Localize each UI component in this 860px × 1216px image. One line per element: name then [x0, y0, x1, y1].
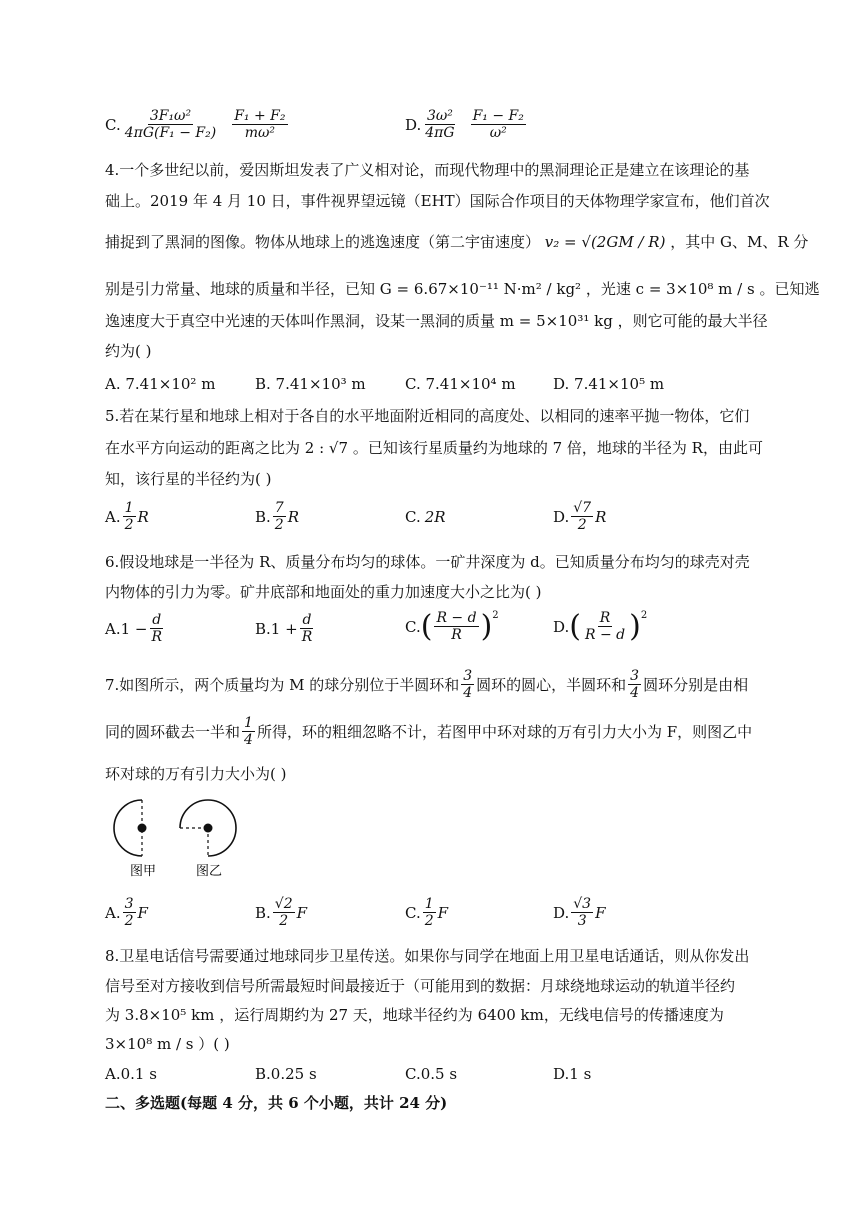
- denominator: R: [151, 629, 163, 645]
- q4-line-5: [105, 311, 768, 331]
- denominator: 2: [274, 517, 284, 533]
- moon-orbit-radius: 3.8×10⁵ km: [124, 1006, 215, 1024]
- option-label: C.: [405, 508, 421, 526]
- numerator: d: [302, 612, 312, 628]
- fraction: [242, 715, 255, 748]
- paren-close: ): [629, 608, 641, 644]
- text: ，光速: [585, 280, 631, 298]
- denominator: 2: [124, 517, 134, 533]
- numerator: 1: [244, 715, 253, 731]
- numerator: 3: [463, 668, 473, 684]
- q7-line-1: [105, 668, 748, 701]
- q6-line-2: 内物体的引力为零。矿井底部和地面处的重力加速度大小之比为( ): [105, 583, 542, 601]
- numerator: √3: [573, 896, 592, 912]
- option-label: D.: [405, 115, 422, 134]
- figure-label-yi: 图乙: [195, 864, 223, 879]
- numerator: 3ω²: [426, 108, 453, 124]
- denominator: 4: [630, 685, 640, 701]
- variable: F: [437, 903, 449, 922]
- numerator: 3: [124, 896, 134, 912]
- option-label: D.: [553, 617, 570, 636]
- q7-line-3: 环对球的万有引力大小为( ): [105, 765, 287, 783]
- figure-half-ring: [114, 800, 147, 856]
- option-label: D.: [553, 507, 570, 526]
- denominator: 2: [577, 517, 587, 533]
- q7-line-2: [105, 715, 752, 748]
- numerator: R: [599, 610, 611, 626]
- variable: R: [137, 507, 149, 526]
- variable: R: [595, 507, 607, 526]
- fraction: [300, 612, 315, 645]
- q4-line-4: [105, 279, 819, 299]
- exponent: 2: [640, 610, 648, 621]
- q5-option-b: [255, 500, 299, 533]
- fraction: [471, 108, 526, 141]
- text: 逸速度大于真空中光速的天体叫作黑洞，设某一黑洞的质量: [105, 312, 496, 330]
- q8-option-d: D.1 s: [553, 1065, 592, 1083]
- option-label: C.: [405, 903, 421, 922]
- denominator: 2: [279, 913, 289, 929]
- option-value: 2R: [424, 508, 446, 526]
- denominator: 4: [463, 685, 473, 701]
- fraction: [423, 108, 456, 141]
- text: ，则它可能的最大半径: [617, 312, 768, 330]
- numerator: 3F₁ω²: [149, 108, 192, 124]
- q6-line-1: 6.假设地球是一半径为 R、质量分布均匀的球体。一矿井深度为 d。已知质量分布均匀的球壳对壳: [105, 553, 750, 571]
- text: 1 +: [270, 619, 298, 638]
- q4-option-d: D. 7.41×10⁵ m: [553, 375, 665, 393]
- option-label: B.: [255, 507, 271, 526]
- fraction: [434, 610, 478, 643]
- speed-of-light: c = 3×10⁸ m / s: [635, 280, 755, 298]
- text: 捕捉到了黑洞的图像。物体从地球上的逃逸速度（第二宇宙速度）: [105, 233, 541, 251]
- text: 。已知逃: [759, 280, 820, 298]
- variable: F: [595, 903, 606, 922]
- variable: R: [287, 507, 300, 526]
- q5-line-1: 5.若在某行星和地球上相对于各自的水平地面附近相同的高度处、以相同的速率平抛一物体，它们: [105, 407, 750, 425]
- numerator: √7: [573, 500, 592, 516]
- q6-option-b: [255, 612, 316, 645]
- gravitational-constant: G = 6.67×10⁻¹¹ N·m² / kg²: [379, 280, 582, 298]
- q7-option-b: [255, 896, 307, 929]
- q8-line-3: [105, 1005, 724, 1025]
- numerator: 7: [274, 500, 284, 516]
- denominator: 4πG(F₁ − F₂): [124, 125, 217, 141]
- denominator: R: [301, 629, 313, 645]
- denominator: 2: [124, 913, 134, 929]
- q7-option-c: [405, 896, 448, 929]
- black-hole-mass: m = 5×10³¹ kg: [499, 312, 613, 330]
- figure-label-jia: 图甲: [129, 864, 157, 879]
- q3-option-c: [105, 108, 290, 141]
- q8-option-b: B.0.25 s: [255, 1065, 317, 1083]
- numerator: 3: [630, 668, 640, 684]
- variable: F: [137, 903, 148, 922]
- ball-m: [204, 824, 213, 833]
- q3-option-d: [405, 108, 528, 141]
- q4-option-c: C. 7.41×10⁴ m: [405, 375, 516, 393]
- q6-option-a: [105, 612, 166, 645]
- paren-open: (: [569, 608, 581, 644]
- option-label: B.: [255, 903, 271, 922]
- text: 所得，环的粗细忽略不计，若图甲中环对球的万有引力大小为 F，则图乙中: [256, 723, 753, 741]
- text: 圆环分别是由相: [643, 676, 749, 694]
- variable: F: [296, 903, 308, 922]
- fraction: [273, 500, 286, 533]
- text: 同的圆环截去一半和: [105, 723, 241, 741]
- fraction: [461, 668, 474, 701]
- option-label: A.: [105, 619, 121, 638]
- fraction: [273, 896, 295, 929]
- denominator: ω²: [489, 125, 507, 141]
- text: ）( ): [198, 1035, 230, 1053]
- q7-option-d: [553, 896, 606, 929]
- denominator: R − d: [584, 627, 626, 643]
- text: 7.如图所示，两个质量均为 M 的球分别位于半圆环和: [105, 676, 460, 694]
- paren-close: ): [480, 608, 493, 644]
- exponent: 2: [492, 610, 499, 621]
- denominator: 4: [244, 732, 253, 748]
- option-label: A.: [105, 507, 121, 526]
- numerator: √2: [274, 896, 293, 912]
- q8-line-1: 8.卫星电话信号需要通过地球同步卫星传送。如果你与同学在地面上用卫星电话通话，则从你发出: [105, 947, 750, 965]
- option-label: C.: [405, 617, 421, 636]
- text: 。已知该行星质量约为地球的 7 倍，地球的半径为 R，由此可: [352, 439, 763, 457]
- option-label: A.: [105, 903, 121, 922]
- q7-figure: [105, 795, 255, 885]
- numerator: R − d: [436, 610, 477, 626]
- fraction: [423, 896, 436, 929]
- numerator: 1: [124, 500, 134, 516]
- fraction: [123, 108, 219, 141]
- q4-line-6: 约为( ): [105, 342, 152, 360]
- escape-velocity-formula: v₂ = √(2GM / R): [544, 233, 666, 251]
- q6-option-c: [405, 610, 499, 643]
- denominator: 3: [577, 913, 587, 929]
- q5-option-a: [105, 500, 149, 533]
- denominator: 4πG: [425, 125, 455, 141]
- denominator: R: [451, 627, 462, 643]
- q4-option-b: B. 7.41×10³ m: [255, 375, 366, 393]
- fraction: [571, 500, 593, 533]
- fraction: [232, 108, 287, 141]
- q4-line-1: 4.一个多世纪以前，爱因斯坦发表了广义相对论，而现代物理中的黑洞理论正是建立在该理论的基: [105, 161, 750, 179]
- q8-option-c: C.0.5 s: [405, 1065, 458, 1083]
- distance-ratio: 2 : √7: [304, 439, 349, 457]
- fraction: [150, 612, 165, 645]
- text: 别是引力常量、地球的质量和半径，已知: [105, 280, 376, 298]
- fraction: [123, 500, 136, 533]
- option-label: D.: [553, 903, 570, 922]
- ball-m: [138, 824, 147, 833]
- q8-line-2: 信号至对方接收到信号所需最短时间最接近于（可能用到的数据：月球绕地球运动的轨道半径约: [105, 977, 736, 995]
- paren-open: (: [420, 608, 433, 644]
- q5-option-c: [405, 508, 446, 526]
- q4-line-2: 础上。2019 年 4 月 10 日，事件视界望远镜（EHT）国际合作项目的天体物理学家宣布，他们首次: [105, 192, 770, 210]
- q7-option-a: [105, 896, 148, 929]
- denominator: mω²: [244, 125, 276, 141]
- text: 圆环的圆心，半圆环和: [476, 676, 627, 694]
- text: 在水平方向运动的距离之比为: [105, 439, 301, 457]
- figure-three-quarter-ring: [180, 800, 236, 856]
- option-label: C.: [105, 115, 121, 134]
- text: ，其中 G、M、R 分: [670, 233, 809, 251]
- q5-line-2: [105, 438, 763, 458]
- q4-line-3: [105, 232, 808, 252]
- signal-speed: 3×10⁸ m / s: [105, 1035, 194, 1053]
- fraction: [571, 896, 593, 929]
- q5-option-d: [553, 500, 606, 533]
- denominator: 2: [424, 913, 434, 929]
- numerator: F₁ − F₂: [472, 108, 524, 124]
- q4-option-a: A. 7.41×10² m: [105, 375, 216, 393]
- q8-line-4: [105, 1034, 230, 1054]
- text: 1 −: [120, 619, 148, 638]
- q5-line-3: 知，该行星的半径约为( ): [105, 470, 272, 488]
- q8-option-a: A.0.1 s: [105, 1065, 157, 1083]
- fraction: [628, 668, 641, 701]
- fraction: [123, 896, 136, 929]
- q6-option-d: [553, 610, 647, 643]
- section-2-title: 二、多选题(每题 4 分，共 6 个小题，共计 24 分): [105, 1094, 448, 1112]
- text: 为: [105, 1006, 121, 1024]
- numerator: F₁ + F₂: [234, 108, 286, 124]
- numerator: d: [152, 612, 162, 628]
- fraction: [583, 610, 627, 643]
- numerator: 1: [424, 896, 434, 912]
- text: ，运行周期约为 27 天，地球半径约为 6400 km，无线电信号的传播速度为: [219, 1006, 724, 1024]
- option-label: B.: [255, 619, 271, 638]
